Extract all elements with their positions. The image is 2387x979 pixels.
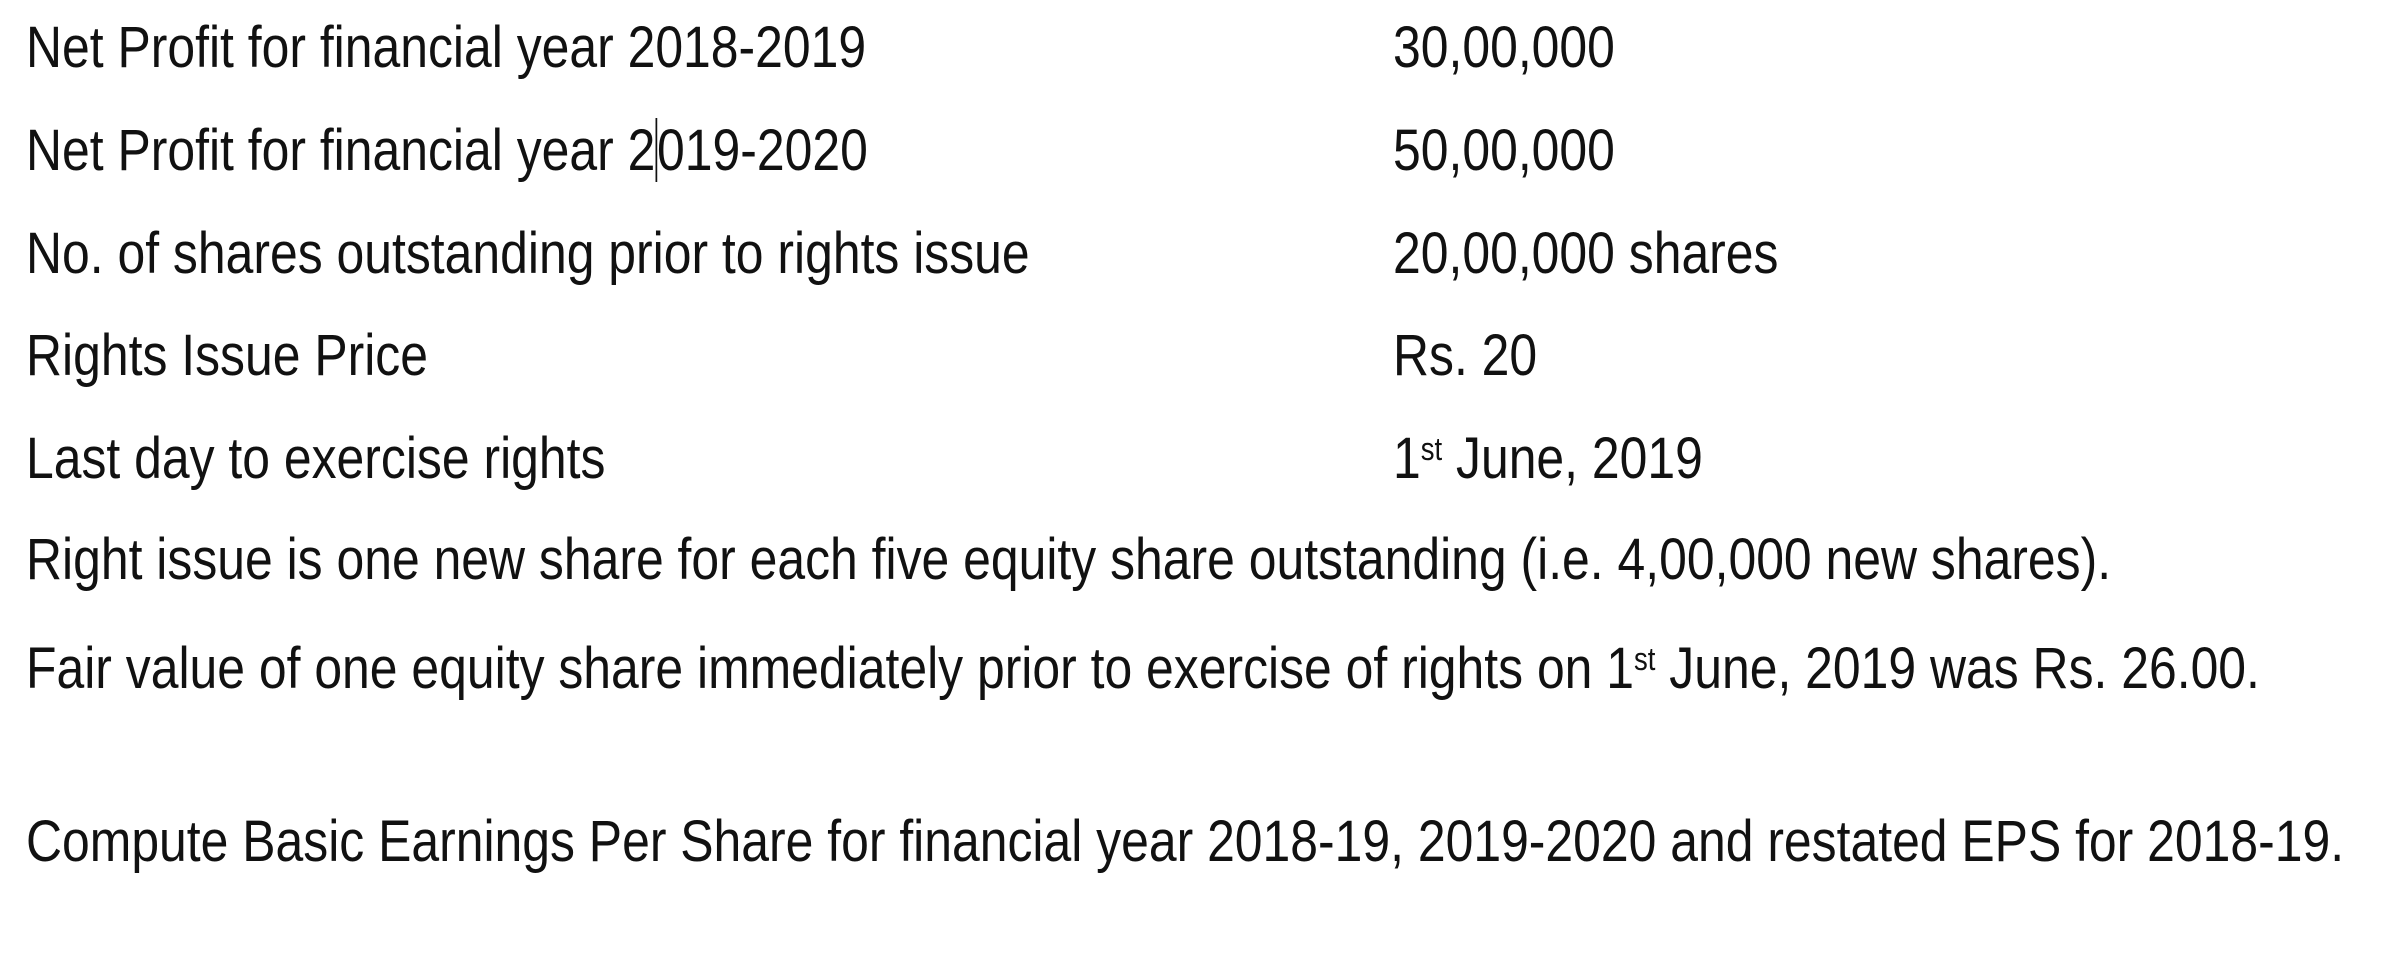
row-value: [1393, 419, 1703, 507]
ordinal-suffix: st: [1420, 431, 1443, 467]
date-rest: June, 2019: [1442, 426, 1703, 491]
data-row-last-day-exercise: [26, 419, 2366, 499]
row-label-part-2: 019-2020: [657, 118, 868, 183]
row-label: Last day to exercise rights: [26, 426, 606, 491]
row-label: Rights Issue Price: [26, 323, 428, 388]
fair-value-text-end: June, 2019 was Rs. 26.00.: [1655, 636, 2260, 701]
row-value: Rs. 20: [1393, 323, 1538, 388]
data-row-net-profit-2019-2020: [26, 111, 2366, 191]
data-row-rights-issue-price: [26, 316, 2366, 396]
ordinal-suffix: st: [1634, 641, 1656, 677]
data-row-shares-outstanding: [26, 214, 2366, 294]
rights-ratio-paragraph: Right issue is one new share for each five equity share outstanding (i.e. 4,00,000 new shares).: [26, 527, 2112, 592]
row-label[interactable]: [26, 111, 868, 191]
row-value: 20,00,000 shares: [1393, 221, 1779, 286]
data-row-net-profit-2018-2019: [26, 8, 2366, 88]
row-label-part-1: Net Profit for financial year 2: [26, 118, 656, 183]
date-day: 1: [1393, 426, 1421, 491]
question-paragraph: Compute Basic Earnings Per Share for financial year 2018-19, 2019-2020 and restated EPS for 2018-19.: [26, 809, 2345, 874]
row-value: 50,00,000: [1393, 118, 1615, 183]
row-label: No. of shares outstanding prior to rights issue: [26, 221, 1030, 286]
row-value: 30,00,000: [1393, 15, 1615, 80]
fair-value-paragraph: [26, 633, 2352, 713]
fair-value-text-start: Fair value of one equity share immediately prior to exercise of rights on 1: [26, 636, 1635, 701]
row-label: Net Profit for financial year 2018-2019: [26, 15, 867, 80]
